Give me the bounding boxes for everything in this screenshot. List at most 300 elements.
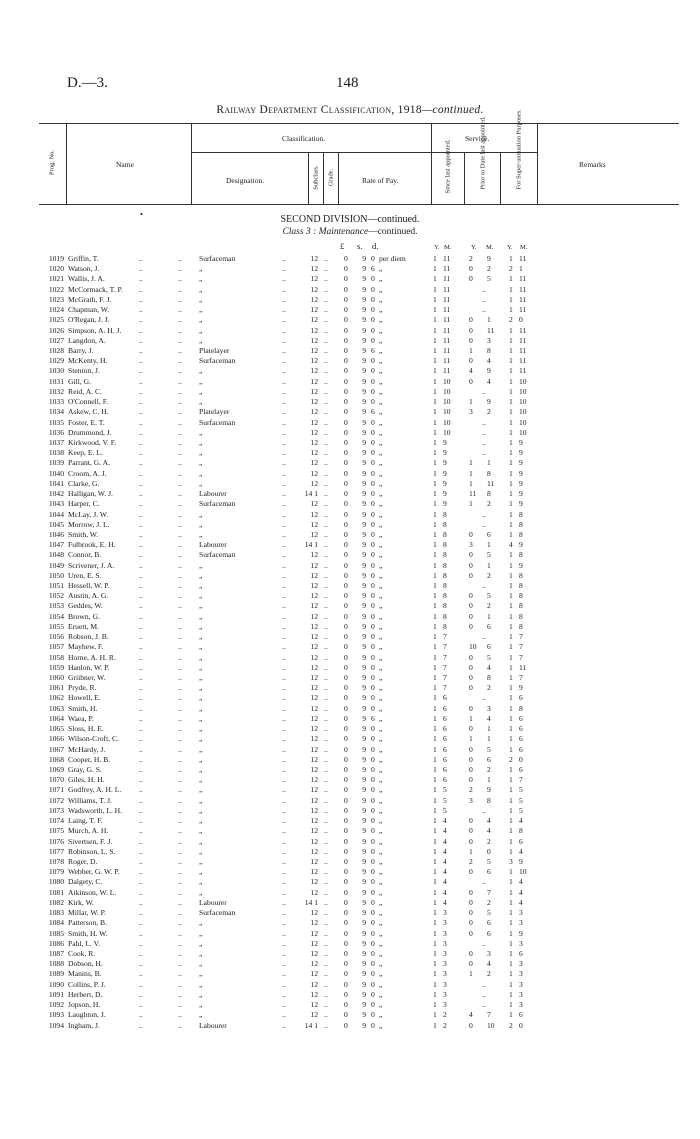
years-part: 0	[469, 703, 473, 713]
designation-cell: „	[199, 775, 203, 785]
leader-dots: ..	[178, 632, 182, 642]
leader-dots: ..	[282, 673, 286, 683]
grade-dots: ..	[324, 366, 328, 376]
designation-cell: Surfaceman	[199, 254, 236, 263]
designation-cell: „	[199, 703, 203, 713]
months-part: 9	[519, 437, 523, 447]
subclass-cell: 12	[310, 744, 318, 754]
leader-dots: ..	[178, 448, 182, 458]
leader-dots: ..	[282, 345, 286, 355]
title-suffix: —continued.	[421, 104, 484, 116]
pence-cell: 0	[371, 386, 375, 396]
years-part: 1	[509, 468, 513, 478]
years-part: 1	[509, 887, 513, 897]
per-cell: „	[379, 887, 383, 897]
months-part: 6	[487, 918, 491, 928]
subclass-cell: 12	[310, 356, 318, 366]
months-part: 5	[487, 274, 491, 284]
name-cell: Waea, P.	[68, 713, 94, 723]
prog-no-cell: 1091	[48, 989, 64, 999]
designation-cell: „	[199, 1000, 203, 1010]
designation-cell: „	[199, 713, 203, 723]
prog-no-cell: 1031	[48, 376, 64, 386]
shillings-cell: 9	[362, 376, 366, 386]
designation-cell: „	[199, 366, 203, 376]
prog-no-cell: 1081	[48, 887, 64, 897]
per-cell: „	[379, 744, 383, 754]
class-name: Maintenance	[318, 227, 369, 237]
years-part: 1	[509, 397, 513, 407]
pounds-cell: 0	[344, 540, 348, 550]
years-part: 1	[509, 724, 513, 734]
leader-dots: ..	[282, 775, 286, 785]
leader-dots: ..	[139, 632, 143, 642]
years-part: 1	[509, 560, 513, 570]
table-row	[0, 448, 700, 458]
name-cell: McLay, J. W.	[68, 509, 109, 519]
leader-dots: ..	[178, 560, 182, 570]
name-cell: Horne, A. H. R.	[68, 652, 116, 662]
shillings-cell: 9	[362, 744, 366, 754]
years-part: 1	[469, 478, 473, 488]
table-row	[0, 295, 700, 305]
grade-dots: ..	[324, 969, 328, 979]
per-cell: „	[379, 294, 383, 304]
years-part: 1	[433, 519, 437, 529]
grade-dots: ..	[324, 550, 328, 560]
prog-no-cell: 1025	[48, 315, 64, 325]
years-part: 1	[433, 918, 437, 928]
years-part: 1	[433, 908, 437, 918]
name-cell: McGrath, F. J.	[68, 294, 112, 304]
name-cell: Scrivener, J. A.	[68, 560, 115, 570]
per-cell: „	[379, 683, 383, 693]
prog-no-cell: 1075	[48, 826, 64, 836]
prog-no-cell: 1073	[48, 805, 64, 815]
grade-dots: ..	[324, 805, 328, 815]
months-part: 4	[443, 846, 447, 856]
prog-no-cell: 1086	[48, 938, 64, 948]
years-part: 1	[433, 621, 437, 631]
per-cell: „	[379, 734, 383, 744]
shillings-cell: 9	[362, 407, 366, 417]
designation-cell: „	[199, 734, 203, 744]
subclass-cell: 12	[310, 427, 318, 437]
years-part: 1	[509, 826, 513, 836]
months-part: 11	[519, 325, 527, 335]
prog-no-cell: 1047	[48, 540, 64, 550]
leader-dots: ..	[139, 560, 143, 570]
years-part: 1	[433, 570, 437, 580]
months-part: 4	[487, 713, 491, 723]
grade-dots: ..	[324, 918, 328, 928]
table-row	[0, 990, 700, 1000]
subclass-cell: 12	[310, 765, 318, 774]
years-part: 1	[509, 1000, 513, 1010]
subclass-cell: 12	[310, 570, 318, 580]
years-part: 1	[509, 703, 513, 713]
class-label: Class 3 :	[282, 227, 317, 237]
months-part: 11	[443, 305, 451, 315]
pounds-cell: 0	[344, 305, 348, 315]
prog-no-cell: 1068	[48, 754, 64, 764]
subclass-cell: 12	[310, 856, 318, 866]
months-part: 8	[443, 509, 447, 519]
leader-dots: ..	[178, 621, 182, 631]
per-cell: „	[379, 335, 383, 345]
per-cell: „	[379, 581, 383, 591]
pounds-cell: 0	[344, 560, 348, 570]
years-part: 1	[469, 734, 473, 744]
leader-dots: ..	[178, 897, 182, 907]
shillings-cell: 9	[362, 713, 366, 723]
prog-no-cell: 1027	[48, 335, 64, 345]
years-part: 1	[433, 662, 437, 672]
pounds-cell: 0	[344, 264, 348, 274]
designation-cell: Labourer	[199, 540, 227, 550]
leader-dots: ..	[178, 662, 182, 672]
table-row	[0, 929, 700, 939]
months-part: 7	[443, 652, 447, 662]
months-part: 8	[487, 795, 491, 805]
subclass-cell: 12	[310, 550, 318, 560]
leader-dots: ..	[178, 908, 182, 918]
years-part: 0	[469, 264, 473, 274]
prior-cell: ..	[482, 284, 486, 294]
years-part: 1	[433, 826, 437, 836]
leader-dots: ..	[282, 724, 286, 734]
subclass-cell: 12	[310, 1000, 318, 1010]
table-row	[0, 980, 700, 990]
subclass-cell: 12	[310, 948, 318, 958]
name-cell: Eruett, M.	[68, 621, 100, 631]
years-part: 1	[509, 805, 513, 815]
name-cell: Giles, H. H.	[68, 775, 105, 785]
pence-cell: 0	[371, 437, 375, 447]
per-cell: „	[379, 969, 383, 979]
pence-cell: 0	[371, 703, 375, 713]
shillings-cell: 9	[362, 826, 366, 836]
leader-dots: ..	[282, 979, 286, 989]
years-part: 0	[469, 529, 473, 539]
shillings-cell: 9	[362, 918, 366, 928]
months-part: 5	[443, 795, 447, 805]
document-code: D.—3.	[67, 75, 108, 91]
years-part: 1	[509, 335, 513, 345]
years-part: 1	[509, 744, 513, 754]
months-part: 6	[519, 948, 523, 958]
pence-cell: 0	[371, 376, 375, 386]
prog-no-cell: 1080	[48, 877, 64, 887]
years-part: 0	[469, 325, 473, 335]
table-row	[0, 918, 700, 928]
pounds-cell: 0	[344, 519, 348, 529]
designation-cell: „	[199, 1010, 203, 1020]
shillings-cell: 9	[362, 724, 366, 734]
grade-dots: ..	[324, 560, 328, 570]
pounds-cell: 0	[344, 867, 348, 877]
months-part: 6	[487, 867, 491, 877]
leader-dots: ..	[178, 734, 182, 744]
years-part: 1	[433, 1010, 437, 1020]
years-part: 1	[433, 407, 437, 417]
shillings-cell: 9	[362, 989, 366, 999]
years-part: 1	[433, 887, 437, 897]
header-remarks: Remarks	[579, 160, 606, 169]
unit-m3: M.	[520, 244, 528, 251]
shillings-cell: 9	[362, 632, 366, 642]
pounds-cell: 0	[344, 765, 348, 774]
grade-dots: ..	[324, 979, 328, 989]
grade-dots: ..	[324, 662, 328, 672]
months-part: 10	[443, 427, 451, 437]
years-part: 1	[433, 734, 437, 744]
pence-cell: 0	[371, 754, 375, 764]
leader-dots: ..	[178, 765, 182, 774]
leader-dots: ..	[139, 294, 143, 304]
pence-cell: 0	[371, 969, 375, 979]
years-part: 1	[509, 601, 513, 611]
leader-dots: ..	[139, 458, 143, 468]
designation-cell: „	[199, 846, 203, 856]
per-cell: „	[379, 673, 383, 683]
leader-dots: ..	[178, 529, 182, 539]
pounds-cell: 0	[344, 897, 348, 907]
leader-dots: ..	[139, 826, 143, 836]
prog-no-cell: 1020	[48, 264, 64, 274]
leader-dots: ..	[178, 386, 182, 396]
leader-dots: ..	[139, 867, 143, 877]
per-cell: „	[379, 632, 383, 642]
shillings-cell: 9	[362, 356, 366, 366]
years-part: 1	[469, 969, 473, 979]
pence-cell: 0	[371, 570, 375, 580]
table-row	[0, 785, 700, 795]
prog-no-cell: 1021	[48, 274, 64, 284]
pounds-cell: 0	[344, 601, 348, 611]
leader-dots: ..	[139, 673, 143, 683]
months-part: 8	[519, 519, 523, 529]
subclass-cell: 12	[310, 734, 318, 744]
leader-dots: ..	[178, 969, 182, 979]
leader-dots: ..	[178, 938, 182, 948]
pounds-cell: 0	[344, 611, 348, 621]
pounds-cell: 0	[344, 376, 348, 386]
pounds-cell: 0	[344, 877, 348, 887]
grade-dots: ..	[324, 1010, 328, 1020]
pounds-cell: 0	[344, 274, 348, 284]
shillings-cell: 9	[362, 325, 366, 335]
months-part: 9	[487, 397, 491, 407]
months-part: 8	[443, 611, 447, 621]
designation-cell: „	[199, 437, 203, 447]
subclass-cell: 12	[310, 274, 318, 284]
per-cell: „	[379, 427, 383, 437]
leader-dots: ..	[282, 652, 286, 662]
subclass-cell: 12	[310, 989, 318, 999]
months-part: 11	[443, 294, 451, 304]
years-part: 1	[509, 437, 513, 447]
leader-dots: ..	[178, 754, 182, 764]
subclass-cell: 12	[310, 468, 318, 478]
leader-dots: ..	[139, 489, 143, 499]
months-part: 11	[519, 662, 527, 672]
table-row	[0, 1010, 700, 1020]
shillings-cell: 9	[362, 969, 366, 979]
subclass-cell: 12	[310, 836, 318, 846]
months-part: 8	[443, 581, 447, 591]
prog-no-cell: 1055	[48, 621, 64, 631]
months-part: 3	[443, 938, 447, 948]
per-cell: „	[379, 662, 383, 672]
grade-dots: ..	[324, 254, 328, 263]
months-part: 11	[519, 356, 527, 366]
subclass-cell: 12	[310, 376, 318, 386]
pence-cell: 0	[371, 795, 375, 805]
months-part: 9	[519, 928, 523, 938]
months-part: 6	[519, 765, 523, 774]
subclass-cell: 12	[310, 325, 318, 335]
grade-dots: ..	[324, 427, 328, 437]
pounds-cell: 0	[344, 734, 348, 744]
leader-dots: ..	[282, 989, 286, 999]
months-part: 11	[519, 284, 527, 294]
months-part: 8	[487, 673, 491, 683]
header-name: Name	[116, 160, 134, 169]
name-cell: Griibner, W.	[68, 673, 106, 683]
years-part: 1	[433, 335, 437, 345]
designation-cell: Surfaceman	[199, 908, 236, 918]
shillings-cell: 9	[362, 417, 366, 427]
table-row	[0, 264, 700, 274]
pounds-cell: 0	[344, 652, 348, 662]
months-part: 10	[443, 376, 451, 386]
years-part: 0	[469, 591, 473, 601]
prior-cell: ..	[482, 437, 486, 447]
months-part: 6	[519, 693, 523, 703]
prog-no-cell: 1045	[48, 519, 64, 529]
years-part: 1	[433, 969, 437, 979]
table-row	[0, 959, 700, 969]
leader-dots: ..	[178, 254, 182, 263]
name-cell: Griffin, T.	[68, 254, 99, 263]
per-cell: „	[379, 816, 383, 826]
table-row	[0, 479, 700, 489]
months-part: 2	[443, 1010, 447, 1020]
years-part: 1	[509, 407, 513, 417]
months-part: 5	[487, 591, 491, 601]
pence-cell: 6	[371, 264, 375, 274]
months-part: 3	[519, 918, 523, 928]
name-cell: Geddes, W.	[68, 601, 103, 611]
leader-dots: ..	[139, 1020, 143, 1030]
designation-cell: „	[199, 754, 203, 764]
shillings-cell: 9	[362, 489, 366, 499]
table-row	[0, 969, 700, 979]
subclass-cell: 12	[310, 345, 318, 355]
shillings-cell: 9	[362, 274, 366, 284]
pence-cell: 0	[371, 744, 375, 754]
years-part: 0	[469, 754, 473, 764]
grade-dots: ..	[324, 713, 328, 723]
table-row	[0, 366, 700, 376]
leader-dots: ..	[178, 407, 182, 417]
months-part: 11	[519, 345, 527, 355]
months-part: 4	[487, 356, 491, 366]
table-row	[0, 867, 700, 877]
months-part: 9	[443, 458, 447, 468]
leader-dots: ..	[282, 325, 286, 335]
grade-dots: ..	[324, 509, 328, 519]
prog-no-cell: 1037	[48, 437, 64, 447]
months-part: 5	[519, 795, 523, 805]
months-part: 6	[519, 836, 523, 846]
pence-cell: 0	[371, 458, 375, 468]
prog-no-cell: 1019	[48, 254, 64, 263]
pounds-cell: 0	[344, 386, 348, 396]
years-part: 0	[469, 887, 473, 897]
table-row	[0, 326, 700, 336]
years-part: 1	[433, 897, 437, 907]
table-row	[0, 908, 700, 918]
years-part: 1	[509, 458, 513, 468]
years-part: 1	[433, 458, 437, 468]
name-cell: Gray, G. S.	[68, 765, 102, 774]
designation-cell: „	[199, 519, 203, 529]
prog-no-cell: 1043	[48, 499, 64, 509]
leader-dots: ..	[139, 897, 143, 907]
years-part: 1	[433, 581, 437, 591]
months-part: 2	[487, 570, 491, 580]
prog-no-cell: 1053	[48, 601, 64, 611]
leader-dots: ..	[139, 754, 143, 764]
grade-dots: ..	[324, 529, 328, 539]
years-part: 1	[509, 673, 513, 683]
unit-y3: Y.	[507, 244, 513, 251]
prior-cell: ..	[482, 632, 486, 642]
months-part: 8	[487, 345, 491, 355]
months-part: 2	[487, 897, 491, 907]
months-part: 4	[443, 867, 447, 877]
months-part: 10	[519, 867, 527, 877]
months-part: 7	[519, 673, 523, 683]
designation-cell: „	[199, 724, 203, 734]
name-cell: Simpson, A. H. J.	[68, 325, 122, 335]
pence-cell: 0	[371, 356, 375, 366]
pounds-cell: 0	[344, 397, 348, 407]
grade-dots: ..	[324, 570, 328, 580]
years-part: 1	[509, 652, 513, 662]
prog-no-cell: 1040	[48, 468, 64, 478]
grade-dots: ..	[324, 540, 328, 550]
leader-dots: ..	[282, 335, 286, 345]
unit-pence: d.	[372, 241, 379, 251]
name-cell: Reid, A. C.	[68, 386, 102, 396]
leader-dots: ..	[139, 775, 143, 785]
pounds-cell: 0	[344, 948, 348, 958]
designation-cell: „	[199, 284, 203, 294]
shillings-cell: 9	[362, 846, 366, 856]
pounds-cell: 0	[344, 1020, 348, 1030]
per-cell: „	[379, 468, 383, 478]
name-cell: Murch, A. H.	[68, 826, 109, 836]
prog-no-cell: 1094	[48, 1020, 64, 1030]
subclass-cell: 12	[310, 254, 318, 263]
table-row	[0, 847, 700, 857]
months-part: 8	[443, 570, 447, 580]
months-part: 8	[519, 570, 523, 580]
years-part: 1	[433, 611, 437, 621]
